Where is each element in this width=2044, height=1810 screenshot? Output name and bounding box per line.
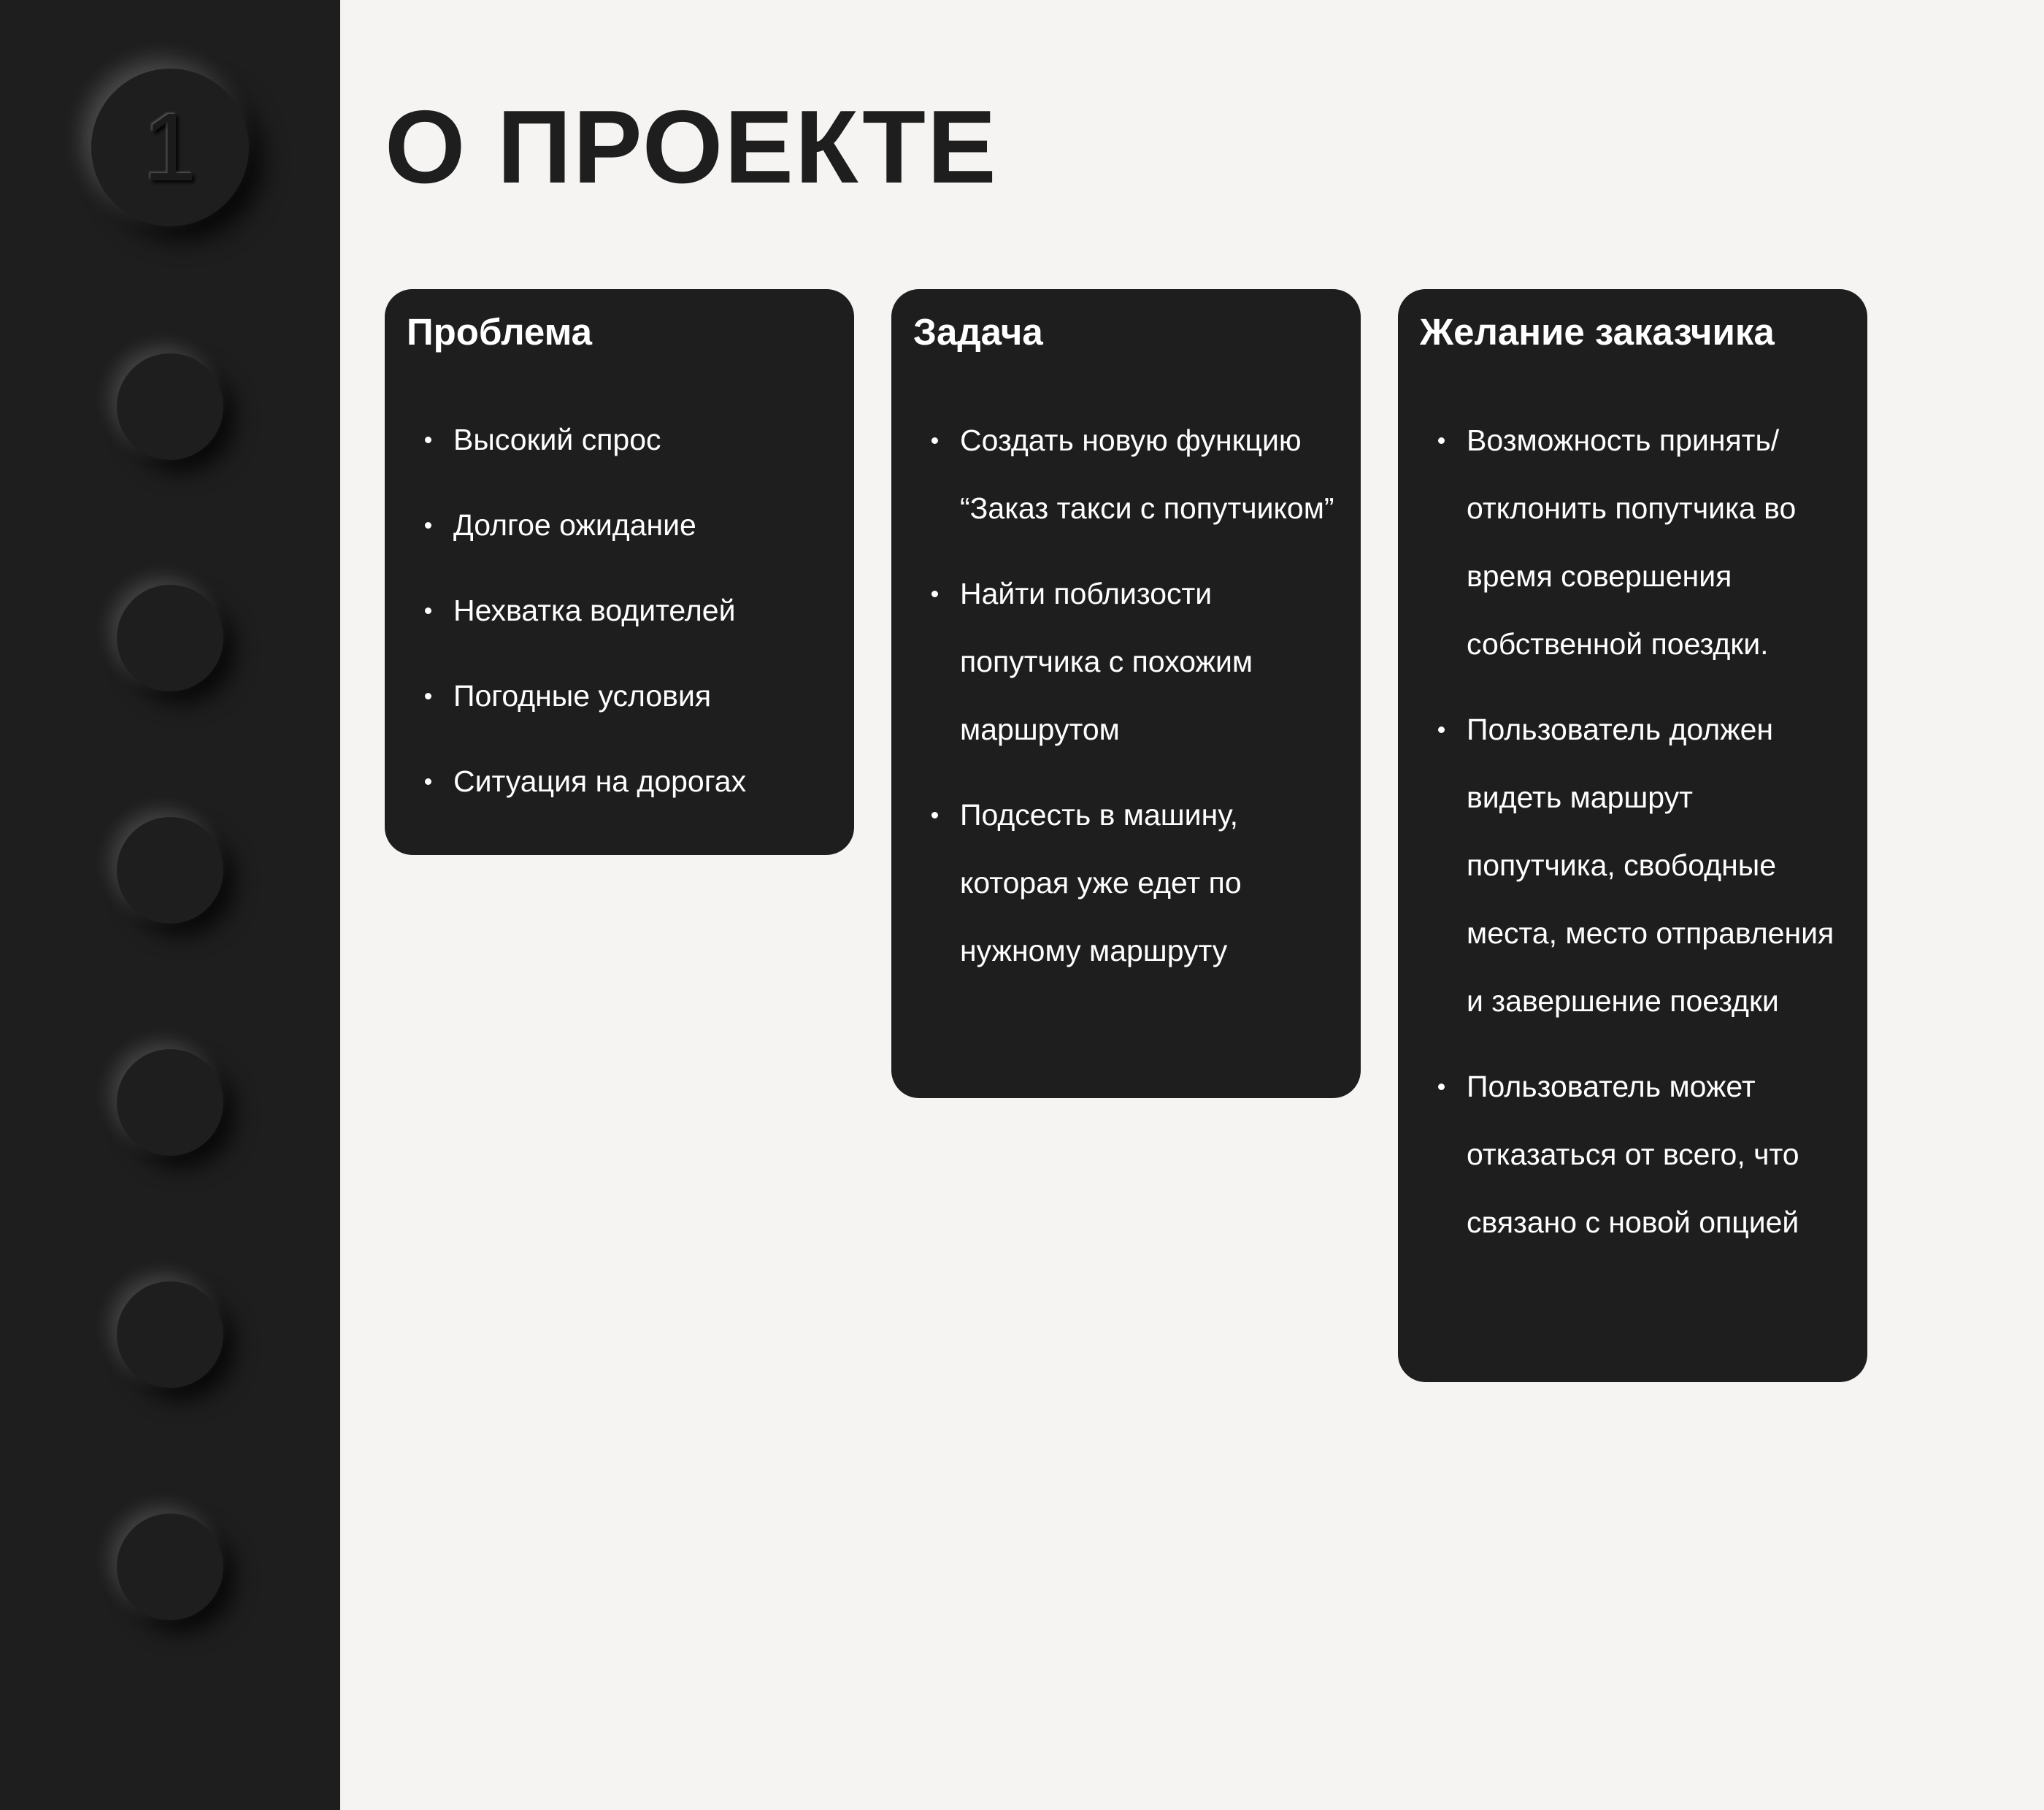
card-title: Желание заказчика	[1420, 311, 1775, 353]
card-title: Задача	[913, 311, 1043, 353]
list-item-text: Подсесть в машину, которая уже едет по нужному маршруту	[960, 798, 1242, 967]
bullet-icon	[425, 778, 431, 785]
list-item-text: Пользователь может отказаться от всего, что связано с новой опцией	[1467, 1070, 1799, 1239]
list-item-text: Ситуация на дорогах	[453, 764, 747, 798]
sidebar-nav	[0, 0, 340, 1810]
card-list	[891, 407, 1361, 985]
step-2-button[interactable]	[117, 353, 223, 460]
list-item	[891, 407, 1361, 542]
bullet-icon	[1438, 437, 1445, 444]
bullet-icon	[931, 591, 938, 597]
step-1-button[interactable]	[91, 69, 249, 226]
card-problem	[385, 289, 854, 855]
list-item	[891, 781, 1361, 985]
step-5-button[interactable]	[117, 1049, 223, 1156]
list-item-text: Возможность принять/отклонить попутчика во время совершения собственной поездки.	[1467, 423, 1797, 661]
page-title: О ПРОЕКТЕ	[385, 89, 998, 205]
list-item-text: Высокий спрос	[453, 423, 661, 456]
bullet-icon	[1438, 726, 1445, 733]
step-7-button[interactable]	[117, 1514, 223, 1620]
bullet-icon	[425, 522, 431, 529]
card-title: Проблема	[407, 311, 593, 353]
bullet-icon	[1438, 1084, 1445, 1090]
step-3-button[interactable]	[117, 585, 223, 691]
step-number: 1	[143, 93, 197, 201]
list-item-text: Погодные условия	[453, 679, 712, 713]
list-item	[385, 662, 854, 730]
card-customer-wish	[1398, 289, 1867, 1382]
list-item	[385, 577, 854, 645]
bullet-icon	[931, 437, 938, 444]
list-item-text: Создать новую функцию “Заказ такси с попутчиком”	[960, 423, 1334, 525]
list-item	[385, 491, 854, 559]
bullet-icon	[425, 693, 431, 699]
list-item	[1398, 696, 1867, 1035]
card-list	[1398, 407, 1867, 1257]
card-list	[385, 406, 854, 816]
list-item-text: Долгое ожидание	[453, 508, 696, 542]
list-item-text: Пользователь должен видеть маршрут попутчика, свободные места, место отправления и завершение поездки	[1467, 713, 1834, 1018]
list-item-text: Найти поблизости попутчика с похожим маршрутом	[960, 577, 1253, 746]
step-6-button[interactable]	[117, 1281, 223, 1388]
card-task	[891, 289, 1361, 1098]
list-item	[385, 748, 854, 816]
bullet-icon	[425, 607, 431, 614]
list-item	[1398, 407, 1867, 678]
list-item	[891, 560, 1361, 764]
list-item	[1398, 1053, 1867, 1257]
bullet-icon	[931, 812, 938, 818]
list-item	[385, 406, 854, 474]
list-item-text: Нехватка водителей	[453, 594, 736, 627]
bullet-icon	[425, 437, 431, 443]
step-4-button[interactable]	[117, 817, 223, 924]
